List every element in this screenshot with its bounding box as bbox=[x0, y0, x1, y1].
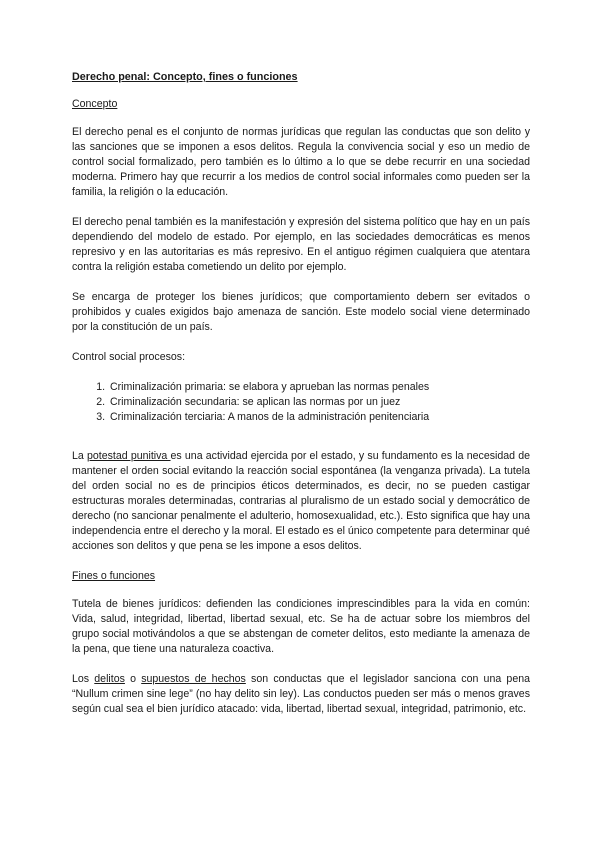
section-heading-concepto: Concepto bbox=[72, 98, 118, 110]
term-delitos: delitos bbox=[94, 673, 125, 685]
criminalizacion-list bbox=[72, 380, 530, 425]
text-segment: o bbox=[124, 673, 142, 685]
list-item: 3. Criminalización terciaria: A manos de la administración penitenciaria bbox=[108, 410, 530, 425]
paragraph-concepto-3: Se encarga de proteger los bienes jurídicos; que comportamiento debern ser evitados o prohibidos y cuales exigidos bajo amenaza de sanción. Este modelo social viene determinado por la constitución de un país. bbox=[72, 291, 530, 333]
list-item: 1. Criminalización primaria: se elabora y aprueban las normas penales bbox=[108, 380, 530, 395]
list-label: Control social procesos: bbox=[72, 351, 186, 363]
term-potestad-punitiva: potestad punitiva bbox=[86, 450, 171, 462]
paragraph-fines-1: Tutela de bienes jurídicos: defienden las condiciones imprescindibles para la vida en común: Vida, salud, integridad, libertad, libertad sexual, etc. Se ha de actuar sobre los miembros del grupo social motivándolos a que se abstengan de cometer delitos, esto mediante la amenaza de la pena, que tiene una naturaleza coactiva. bbox=[72, 598, 530, 655]
text-segment: La bbox=[72, 450, 87, 462]
text-segment: son conductas que el legislador sanciona con una pena “Nullum crimen sine lege” (no hay delito sin ley). Las conductos pueden ser más o menos graves según cual sea el bien jurídico atacado: vida, libertad, libertad sexual, integridad, patrimonio, etc. bbox=[72, 673, 530, 715]
text-segment: es una actividad ejercida por el estado, y su fundamento es la necesidad de mantener el orden social evitando la reacción social espontánea (la venganza privada). La tutela del orden social no es de principios éticos determinados, es decir, no se pueden castigar estructuras morales determinadas, contrarias al pluralismo de un estado social y democrático de derecho (no sancionar penalmente el adulterio, homosexualidad, etc.). Esto significa que hay una independencia entre el derecho y la moral. El estado es el único competente para determinar qué acciones son delitos y que pena se les impone a esos delitos. bbox=[72, 450, 531, 552]
paragraph-fines-2 bbox=[72, 672, 530, 717]
paragraph-concepto-2: El derecho penal también es la manifestación y expresión del sistema político que hay en un país dependiendo del modelo de estado. Por ejemplo, en las sociedades democráticas es menos represivo y en las autoritarias es más represivo. En el antiguo régimen cualquiera que atentara contra la religión estaba cometiendo un delito por ejemplo. bbox=[72, 216, 530, 273]
list-item: 2. Criminalización secundaria: se aplican las normas por un juez bbox=[108, 395, 530, 410]
paragraph-concepto-1: El derecho penal es el conjunto de normas jurídicas que regulan las conductas que son delito y las sanciones que se imponen a esos delitos. Regula la convivencia social y eso un medio de control social formalizado, pero también es lo último a lo que se debe recurrir en una sociedad moderna. Primero hay que recurrir a los medios de control social informales como pueden ser la familia, la religión o la educación. bbox=[72, 126, 530, 198]
spacer bbox=[72, 439, 530, 449]
document-title: Derecho penal: Concepto, fines o funciones bbox=[72, 71, 298, 83]
section-heading-fines: Fines o funciones bbox=[72, 570, 156, 582]
term-supuestos-de-hechos: supuestos de hechos bbox=[141, 673, 246, 685]
text-segment: Los bbox=[72, 673, 95, 685]
paragraph-potestad-punitiva bbox=[72, 449, 530, 554]
